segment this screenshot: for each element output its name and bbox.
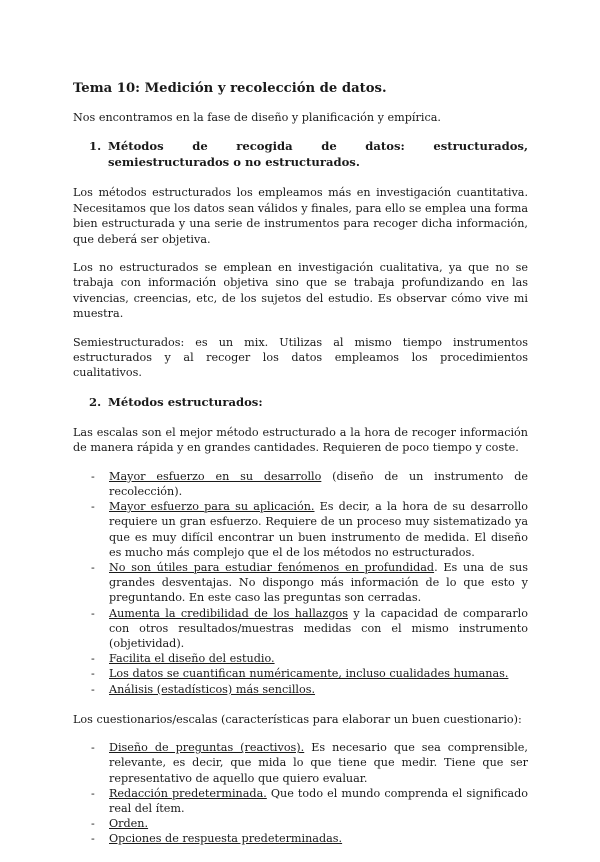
list-item-emphasis: Orden. — [109, 817, 149, 831]
list-item-text: y la capacidad de compararlo con otros resultados/muestras medidas con el mismo instrumento (objetividad). — [109, 606, 528, 650]
paragraph-no-estructurados: Los no estructurados se emplean en investigación cualitativa, ya que no se trabaja con información objetiva sino que se trabaja profundizando en las vivencias, creencias, etc, de los sujetos del estudio. Es observar cómo vive mi muestra. — [73, 261, 528, 321]
cuestionario-features-list — [73, 740, 528, 846]
intro-paragraph: Nos encontramos en la fase de diseño y planificación y empírica. — [73, 111, 441, 124]
list-item-emphasis: Aumenta la credibilidad de los hallazgos — [109, 606, 348, 620]
page-title: Tema 10: Medición y recolección de datos. — [73, 81, 387, 96]
estructurados-features-list — [73, 469, 528, 697]
bullet-dash: - — [91, 560, 95, 574]
bullet-dash: - — [91, 741, 95, 755]
list-item-emphasis: Redacción predeterminada. — [109, 786, 267, 800]
list-item-text: . Es una de sus grandes desventajas. No dispongo más información de lo que esto y preguntando. En este caso las preguntas son cerradas. — [109, 560, 528, 605]
list-item — [73, 786, 528, 816]
bullet-dash: - — [91, 817, 95, 831]
list-item — [73, 816, 528, 831]
paragraph-estructurados: Los métodos estructurados los empleamos más en investigación cuantitativa. Necesitamos que los datos sean válidos y finales, para ello se emplea una forma bien estructurada y una serie de instrumentos para recoger dicha información, que deberá ser objetiva. — [73, 186, 528, 246]
list-item-emphasis: Análisis (estadísticos) más sencillos. — [109, 682, 316, 696]
list-item-emphasis: Los datos se cuantifican numéricamente, incluso cualidades humanas. — [109, 667, 509, 681]
list-item — [73, 560, 528, 606]
document-page — [73, 80, 528, 862]
list-item — [73, 682, 528, 697]
list-item-text: Es decir, a la hora de su desarrollo requiere un gran esfuerzo. Requiere de un proceso muy sistematizado ya que es muy difícil encontrar un buen instrumento de medida. El diseño es mucho más complejo que el de los métodos no estructurados. — [109, 500, 528, 559]
bullet-dash: - — [91, 652, 95, 666]
bullet-dash: - — [91, 606, 95, 620]
list-item — [73, 666, 528, 681]
list-item-emphasis: Opciones de respuesta predeterminadas. — [109, 832, 343, 846]
bullet-dash: - — [91, 682, 95, 696]
bullet-dash: - — [91, 786, 95, 800]
section-2-number: 2. — [89, 394, 102, 409]
list-item-emphasis: Mayor esfuerzo en su desarrollo — [109, 469, 322, 483]
list-item-text: (diseño de un instrumento de recolección). — [109, 469, 528, 498]
list-item-emphasis: Facilita el diseño del estudio. — [109, 652, 275, 666]
bullet-dash: - — [91, 667, 95, 681]
list-item — [73, 469, 528, 499]
paragraph-escalas: Las escalas son el mejor método estructurado a la hora de recoger información de manera rápida y en grandes cantidades. Requieren de poco tiempo y coste. — [73, 425, 528, 455]
list-item — [73, 499, 528, 560]
bullet-dash: - — [91, 500, 95, 514]
list-item — [73, 740, 528, 786]
section-1-title: Métodos de recogida de datos: estructurados, semiestructurados o no estructurados. — [108, 139, 528, 170]
section-2-heading — [89, 394, 528, 410]
paragraph-semiestructurados: Semiestructurados: es un mix. Utilizas al mismo tiempo instrumentos estructurados y al recoger los datos empleamos los procedimientos cualitativos. — [73, 335, 528, 380]
section-1-heading — [89, 138, 528, 170]
section-1-number: 1. — [89, 139, 102, 154]
paragraph-cuestionarios: Los cuestionarios/escalas (características para elaborar un buen cuestionario): — [73, 712, 522, 726]
bullet-dash: - — [91, 832, 95, 846]
list-item — [73, 651, 528, 666]
list-item — [73, 831, 528, 846]
list-item-text: Que todo el mundo comprenda el significado real del ítem. — [109, 786, 528, 815]
list-item-text: Es necesario que sea comprensible, relevante, es decir, que mida lo que tiene que medir. Tiene que ser representativo de aquello que quiero evaluar. — [109, 741, 528, 785]
list-item-emphasis: Mayor esfuerzo para su aplicación. — [109, 500, 315, 514]
list-item — [73, 606, 528, 652]
section-2-title: Métodos estructurados: — [108, 394, 263, 409]
list-item-emphasis: Diseño de preguntas (reactivos). — [109, 741, 305, 755]
bullet-dash: - — [91, 469, 95, 483]
list-item-emphasis: No son útiles para estudiar fenómenos en profundidad — [109, 560, 435, 574]
